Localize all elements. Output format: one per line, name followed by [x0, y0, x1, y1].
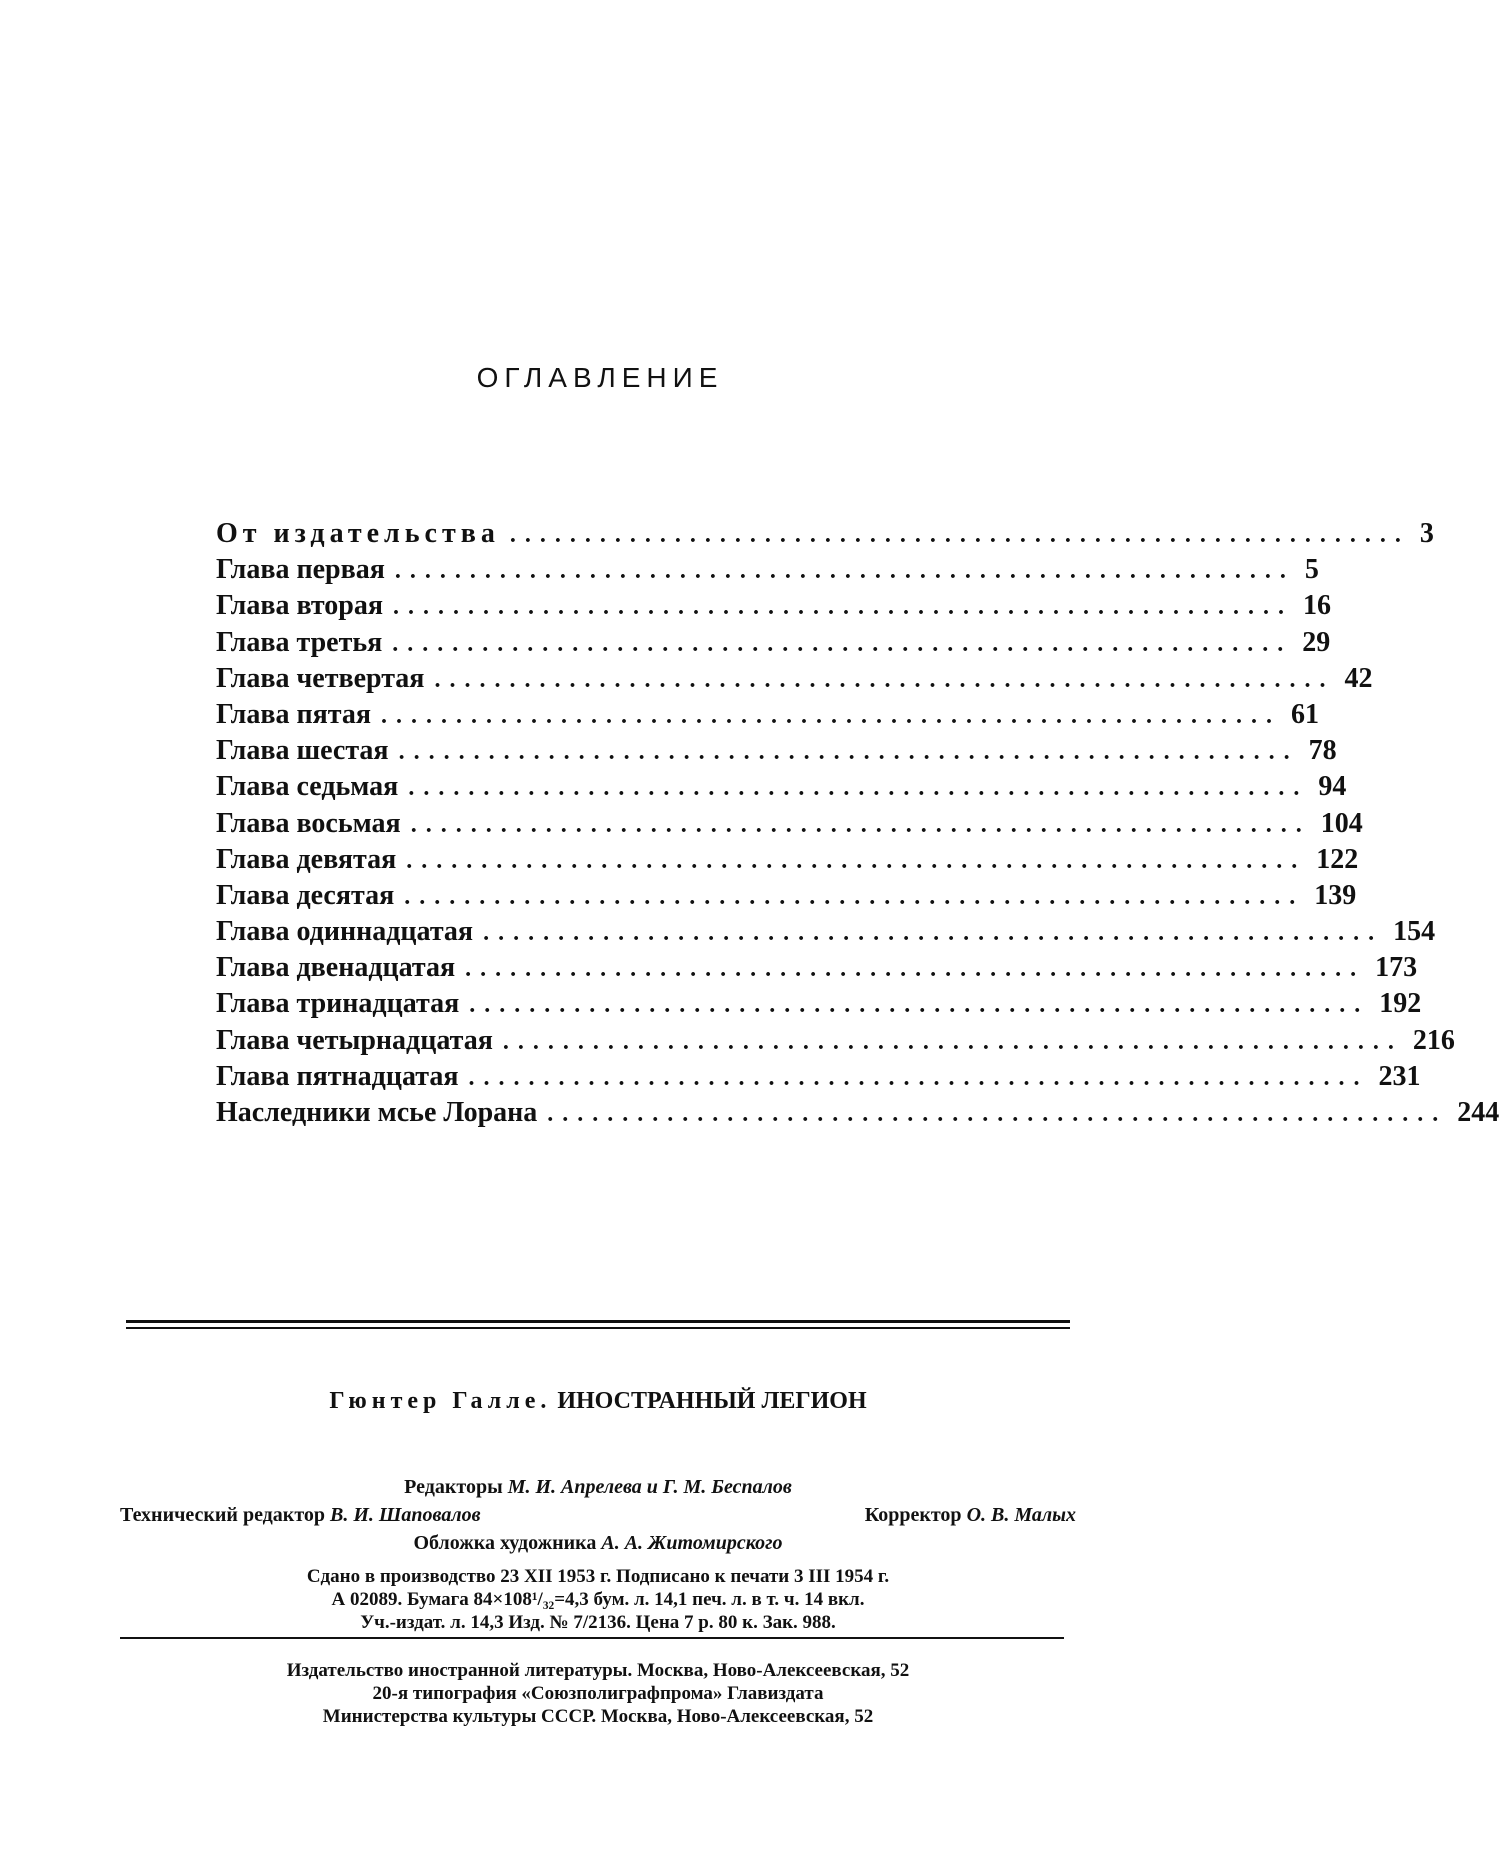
toc-entry-page: 42 [1344, 662, 1373, 694]
tech-editor [120, 1504, 481, 1527]
toc-leader-dots: ............................................................ [394, 558, 1295, 585]
toc-entry-label: Глава седьмая [216, 771, 399, 803]
toc-entry [216, 1060, 1421, 1097]
toc-entry-page: 244 [1457, 1097, 1499, 1128]
toc-entry [216, 879, 1357, 916]
single-divider [120, 1637, 1064, 1639]
cover-line [120, 1532, 1076, 1555]
table-of-contents [216, 518, 1499, 1133]
toc-leader-dots: ............................................................ [392, 630, 1293, 657]
toc-title: ОГЛАВЛЕНИЕ [476, 362, 724, 393]
tech-editor-name: В. И. Шаповалов [330, 1504, 481, 1526]
toc-leader-dots: ............................................................ [393, 594, 1294, 621]
toc-entry [216, 807, 1363, 844]
toc-leader-dots: ............................................................ [410, 811, 1311, 838]
toc-entry-label: Глава четвертая [216, 662, 425, 694]
toc-entry-page: 3 [1419, 518, 1434, 549]
toc-leader-dots: ............................................................ [547, 1101, 1448, 1127]
toc-entry-label: Глава вторая [216, 590, 384, 622]
toc-leader-dots: ............................................................ [468, 1064, 1369, 1091]
publisher-line-3: Министерства культуры СССР. Москва, Ново-Алексеевская, 52 [322, 1706, 874, 1727]
toc-entry [216, 518, 1434, 554]
editors-line [120, 1476, 1076, 1499]
toc-entry [216, 554, 1319, 590]
corrector-label: Корректор [864, 1504, 962, 1526]
production-line-2: А 02089. Бумага 84×108¹/₃₂=4,3 бум. л. 14,1 печ. л. в т. ч. 14 вкл. [331, 1589, 865, 1610]
toc-entry-label: Глава третья [216, 626, 383, 658]
toc-entry [216, 1097, 1499, 1133]
toc-entry-page: 231 [1378, 1060, 1421, 1092]
toc-entry [216, 662, 1373, 699]
cover-name: А. А. Житомирского [601, 1532, 783, 1554]
toc-entry [216, 771, 1347, 807]
toc-entry [216, 735, 1337, 771]
toc-entry-label: Глава четырнадцатая [216, 1024, 493, 1056]
toc-entry [216, 698, 1320, 735]
toc-leader-dots: ............................................................ [483, 920, 1384, 947]
toc-entry-label: Глава одиннадцатая [216, 916, 474, 948]
toc-leader-dots: ............................................................ [469, 992, 1370, 1019]
production-line-3: Уч.-издат. л. 14,3 Изд. № 7/2136. Цена 7 р. 80 к. Зак. 988. [360, 1612, 836, 1633]
toc-entry [216, 843, 1359, 880]
toc-entry-page: 216 [1412, 1024, 1455, 1056]
toc-leader-dots: ............................................................ [434, 666, 1335, 693]
toc-entry-label: Глава пятая [216, 698, 372, 730]
double-divider [126, 1320, 1070, 1329]
toc-entry-page: 122 [1316, 843, 1359, 875]
toc-leader-dots: ............................................................ [465, 956, 1366, 983]
toc-entry-page: 154 [1393, 916, 1436, 948]
toc-leader-dots: ............................................................ [381, 702, 1282, 729]
toc-entry [216, 988, 1422, 1024]
toc-leader-dots: ............................................................ [406, 847, 1307, 874]
toc-entry-page: 192 [1379, 988, 1422, 1020]
toc-entry-label: Глава первая [216, 554, 385, 586]
toc-entry-page: 94 [1318, 771, 1347, 803]
tech-editor-label: Технический редактор [120, 1504, 326, 1526]
toc-entry-label: Глава двенадцатая [216, 952, 456, 984]
book-title-row [120, 1388, 1076, 1415]
editors-names: М. И. Апрелева и Г. М. Беспалов [507, 1476, 792, 1498]
toc-entry-page: 173 [1375, 952, 1418, 984]
publisher-line-1: Издательство иностранной литературы. Москва, Ново-Алексеевская, 52 [286, 1660, 910, 1681]
toc-entry [216, 952, 1418, 988]
editors-label: Редакторы [404, 1476, 503, 1498]
production-line-1: Сдано в производство 23 XII 1953 г. Подписано к печати 3 III 1954 г. [306, 1566, 890, 1587]
author-name: Гюнтер Галле. [329, 1388, 552, 1414]
toc-entry-page: 29 [1302, 626, 1331, 658]
toc-entry [216, 916, 1436, 952]
toc-entry-label: Глава восьмая [216, 807, 401, 839]
toc-entry-page: 139 [1314, 879, 1357, 911]
toc-entry-label: Глава девятая [216, 843, 397, 875]
toc-leader-dots: ............................................................ [502, 1028, 1403, 1055]
toc-entry [216, 590, 1332, 626]
toc-entry-label: Наследники мсье Лорана [216, 1097, 538, 1128]
toc-entry [216, 1024, 1455, 1061]
toc-entry-page: 16 [1303, 590, 1332, 622]
book-title: ИНОСТРАННЫЙ ЛЕГИОН [557, 1388, 867, 1414]
toc-leader-dots: ............................................................ [408, 775, 1309, 802]
toc-entry-page: 5 [1304, 554, 1319, 586]
toc-entry-page: 104 [1320, 807, 1363, 839]
toc-entry-label: Глава тринадцатая [216, 988, 460, 1020]
corrector-name: О. В. Малых [966, 1504, 1076, 1526]
toc-entry [216, 626, 1331, 663]
tech-corrector-line [120, 1504, 1076, 1527]
corrector [865, 1504, 1076, 1527]
cover-label: Обложка художника [413, 1532, 597, 1554]
toc-entry-label: От издательства [216, 518, 500, 549]
toc-leader-dots: ............................................................ [509, 522, 1410, 548]
toc-leader-dots: ............................................................ [404, 883, 1305, 910]
toc-entry-label: Глава шестая [216, 735, 389, 767]
toc-entry-page: 61 [1291, 698, 1320, 730]
toc-leader-dots: ............................................................ [398, 739, 1299, 766]
toc-entry-label: Глава десятая [216, 879, 395, 911]
toc-entry-page: 78 [1308, 735, 1337, 767]
toc-entry-label: Глава пятнадцатая [216, 1060, 459, 1092]
publisher-line-2: 20-я типография «Союзполиграфпрома» Главиздата [372, 1683, 824, 1704]
